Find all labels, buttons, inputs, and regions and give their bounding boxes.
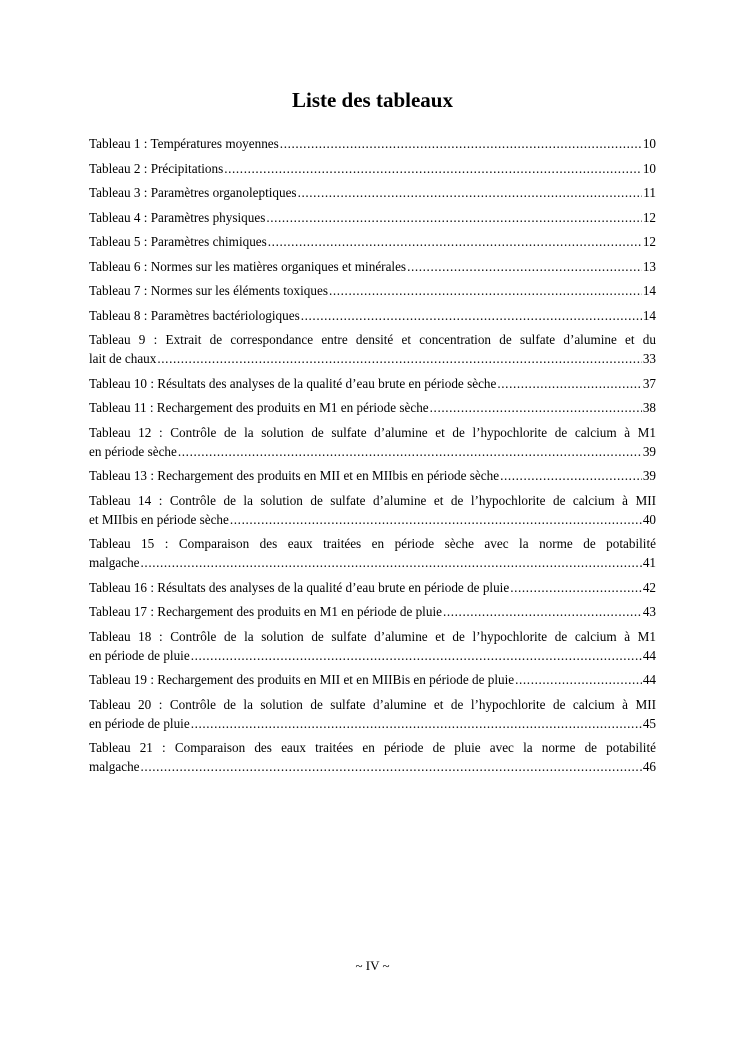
dot-leader	[141, 553, 642, 572]
entry-page-number: 12	[642, 234, 656, 249]
entry-page-number: 38	[642, 400, 656, 415]
entry-page-number: 39	[642, 468, 656, 483]
dot-leader	[430, 398, 642, 417]
entry-title-line: Tableau 14 : Contrôle de la solution de sulfate d’alumine et de l’hypochlorite de calcium à MII	[89, 492, 656, 508]
entry-title: Tableau 8 : Paramètres bactériologiques	[89, 307, 300, 323]
table-list-entry[interactable]	[89, 374, 656, 393]
table-list-entry[interactable]	[89, 398, 656, 417]
dot-leader	[301, 306, 642, 325]
entry-title: Tableau 16 : Résultats des analyses de la qualité d’eau brute en période de pluie	[89, 579, 510, 595]
table-list-entry[interactable]	[89, 423, 656, 461]
dot-leader	[141, 757, 642, 776]
dot-leader	[500, 466, 642, 485]
table-list-entry[interactable]	[89, 134, 656, 153]
table-list-entry[interactable]	[89, 208, 656, 227]
entry-title-line: Tableau 15 : Comparaison des eaux traitées en période sèche avec la norme de potabilité	[89, 536, 656, 551]
entry-title-line: Tableau 21 : Comparaison des eaux traitées en période de pluie avec la norme de potabilité	[89, 740, 656, 755]
entry-page-number: 44	[642, 672, 656, 687]
table-list-entry[interactable]	[89, 257, 656, 276]
entry-title-continuation: malgache	[89, 555, 140, 570]
table-list-entry[interactable]	[89, 466, 656, 485]
dot-leader	[266, 208, 641, 227]
entry-page-number: 10	[642, 160, 656, 176]
entry-title-continuation: en période de pluie	[89, 715, 190, 731]
dot-leader	[157, 349, 641, 368]
dot-leader	[224, 159, 642, 178]
entry-page-number: 37	[642, 375, 656, 391]
entry-page-number: 14	[642, 283, 656, 298]
entry-title-line: Tableau 9 : Extrait de correspondance entre densité et concentration de sulfate d’alumine et du	[89, 332, 656, 347]
entry-title-line: Tableau 20 : Contrôle de la solution de sulfate d’alumine et de l’hypochlorite de calcium à MII	[89, 696, 656, 712]
dot-leader	[298, 183, 643, 202]
table-list-entry[interactable]	[89, 627, 656, 665]
entry-page-number: 33	[642, 351, 656, 366]
entry-title-continuation: malgache	[89, 759, 140, 774]
entry-page-number: 42	[642, 579, 656, 595]
dot-leader	[329, 281, 642, 300]
entry-title: Tableau 17 : Rechargement des produits en M1 en période de pluie	[89, 604, 442, 619]
entry-title: Tableau 4 : Paramètres physiques	[89, 209, 266, 225]
entry-page-number: 14	[642, 307, 656, 323]
entry-title-continuation: lait de chaux	[89, 351, 157, 366]
entry-page-number: 13	[642, 258, 656, 274]
table-list-entry[interactable]	[89, 602, 656, 621]
dot-leader	[510, 578, 642, 597]
table-list-entry[interactable]	[89, 491, 656, 529]
entry-page-number: 45	[642, 715, 656, 731]
entry-page-number: 43	[642, 604, 656, 619]
table-list-entry[interactable]	[89, 159, 656, 178]
table-list-entry[interactable]	[89, 306, 656, 325]
table-list-entry[interactable]	[89, 670, 656, 689]
entry-page-number: 11	[643, 185, 656, 200]
entry-title: Tableau 6 : Normes sur les matières organiques et minérales	[89, 258, 407, 274]
dot-leader	[268, 232, 642, 251]
table-list-entry[interactable]	[89, 695, 656, 733]
entry-page-number: 40	[642, 511, 656, 527]
entry-title-continuation: en période de pluie	[89, 647, 190, 663]
dot-leader	[230, 510, 642, 529]
entry-page-number: 39	[642, 443, 656, 459]
entry-title: Tableau 10 : Résultats des analyses de la qualité d’eau brute en période sèche	[89, 375, 497, 391]
entry-title-line: Tableau 12 : Contrôle de la solution de sulfate d’alumine et de l’hypochlorite de calcium à M1	[89, 424, 656, 440]
entry-title-line: Tableau 18 : Contrôle de la solution de sulfate d’alumine et de l’hypochlorite de calcium à M1	[89, 628, 656, 644]
entry-page-number: 46	[642, 759, 656, 774]
entry-title: Tableau 3 : Paramètres organoleptiques	[89, 185, 297, 200]
dot-leader	[407, 257, 642, 276]
entry-title: Tableau 11 : Rechargement des produits en M1 en période sèche	[89, 400, 429, 415]
table-list	[89, 134, 656, 782]
table-list-entry[interactable]	[89, 738, 656, 776]
table-list-entry[interactable]	[89, 330, 656, 368]
entry-title: Tableau 2 : Précipitations	[89, 160, 224, 176]
table-list-entry[interactable]	[89, 183, 656, 202]
page-title: Liste des tableaux	[291, 88, 453, 112]
entry-title-continuation: et MIIbis en période sèche	[89, 511, 229, 527]
dot-leader	[178, 442, 642, 461]
entry-page-number: 12	[642, 209, 656, 225]
entry-page-number: 44	[642, 647, 656, 663]
entry-title: Tableau 13 : Rechargement des produits en MII et en MIIbis en période sèche	[89, 468, 500, 483]
table-list-entry[interactable]	[89, 281, 656, 300]
dot-leader	[191, 714, 642, 733]
entry-title: Tableau 7 : Normes sur les éléments toxiques	[89, 283, 328, 298]
dot-leader	[497, 374, 641, 393]
dot-leader	[191, 646, 642, 665]
page-number-footer: ~ IV ~	[355, 958, 390, 973]
table-list-entry[interactable]	[89, 578, 656, 597]
table-list-entry[interactable]	[89, 232, 656, 251]
entry-page-number: 10	[642, 136, 656, 151]
entry-page-number: 41	[642, 555, 656, 570]
entry-title: Tableau 1 : Températures moyennes	[89, 136, 279, 151]
entry-title: Tableau 5 : Paramètres chimiques	[89, 234, 267, 249]
table-list-entry[interactable]	[89, 534, 656, 572]
entry-title: Tableau 19 : Rechargement des produits en MII et en MIIBis en période de pluie	[89, 672, 515, 687]
dot-leader	[515, 670, 642, 689]
dot-leader	[280, 134, 642, 153]
entry-title-continuation: en période sèche	[89, 443, 177, 459]
dot-leader	[443, 602, 642, 621]
